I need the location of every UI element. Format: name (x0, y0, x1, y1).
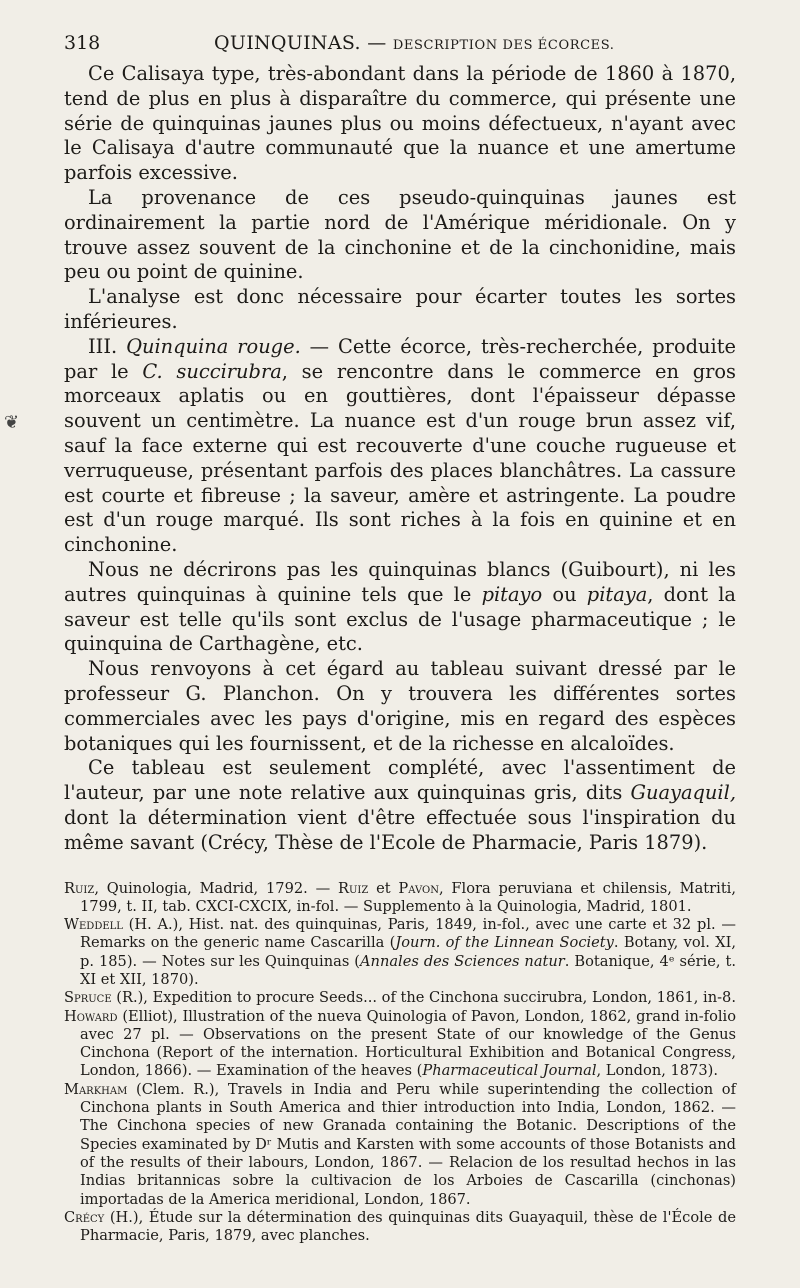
ref-text: , London, 1873). (596, 1062, 718, 1080)
header-subtitle: DESCRIPTION DES ÉCORCES. (392, 38, 615, 53)
section-name: Quinquina rouge. (126, 334, 301, 358)
ref-text: (H.), Étude sur la détermination des quinquinas dits Guayaquil, thèse de l'École de Pharmacie, Paris, 1879, avec planches. (80, 1208, 736, 1245)
ref-text: et (368, 879, 399, 897)
margin-ornament: ❦ (4, 412, 20, 433)
paragraph-complete (64, 756, 736, 855)
paragraph-quinquinas-blancs (64, 558, 736, 657)
ref-text: . Botanique, 4ᵉ série, t. XI et XII, 1870). (80, 952, 737, 988)
ref-italic: Annales des Sciences natur (360, 952, 565, 970)
ref-author: Crécy (64, 1208, 105, 1226)
species-name: C. succirubra (142, 359, 282, 383)
ref-text: . Botany, vol. XI, p. 185). — Notes sur les Quinquinas ( (80, 934, 736, 970)
complete-text-1: Ce tableau est seulement complété, avec l'assentiment de l'auteur, par une note relative aux quinquinas gris, dits (64, 756, 736, 805)
ref-markham (64, 1081, 736, 1209)
paragraph-analyse: L'analyse est donc nécessaire pour écarter toutes les sortes inférieures. (64, 285, 736, 333)
blancs-text-3: , dont la saveur est telle qu'ils sont exclus de l'usage pharmaceutique ; le quinquina de Carthagène, etc. (64, 582, 736, 656)
ref-author: Howard (64, 1007, 118, 1025)
ref-spruce (64, 989, 736, 1007)
ref-text: (R.), Expedition to procure Seeds... of the Cinchona succirubra, London, 1861, in-8. (111, 989, 736, 1007)
running-header (64, 32, 736, 62)
ref-howard (64, 1008, 736, 1081)
ref-author: Weddell (64, 916, 123, 934)
header-title: QUINQUINAS. (214, 32, 361, 54)
blancs-italic-2: pitaya (586, 582, 648, 606)
section-text-1: — Cette écorce, très-recherchée, produite par le (64, 334, 736, 383)
ref-crecy (64, 1209, 736, 1246)
section-text-2: , se rencontre dans le commerce en gros morceaux aplatis ou en gouttières, dont l'épaisseur dépasse souvent un centimètre. La nuance est d'un rouge brun assez vif, sauf la face externe qui est recouverte d'une couche rugueuse et verruqueuse, présentant parfois des places blanchâtres. La cassure est courte et fibreuse ; la saveur, amère et astringente. La poudre est d'un rouge marqué. Ils sont riches à la fois en quinine et en cinchonine. (64, 359, 736, 557)
page (64, 32, 736, 1245)
ref-text: (Clem. R.), Travels in India and Peru while superintending the collection of Cinchona plants in South America and thier introduction into India, London, 1862. — The Cinchona species of new Granada containing the Botanic. Descriptions of the Species examinated by Dʳ Mutis and Karsten with some accounts of those Botanists and of the results of their labours, London, 1867. — Relacion de los resultad hechos in las Indias britannicas sobre la cultivacion de los Arboies de Cascarilla (cinchonas) importadas de la America meridional, London, 1867. (80, 1080, 736, 1208)
running-title (214, 32, 615, 54)
section-number: III. (88, 334, 118, 358)
complete-italic: Guayaquil, (630, 781, 736, 805)
header-dash: — (367, 32, 387, 54)
ref-author: Ruiz (64, 879, 95, 897)
paragraph-calisaya: Ce Calisaya type, très-abondant dans la période de 1860 à 1870, tend de plus en plus à disparaître du commerce, qui présente une série de quinquinas jaunes plus ou moins défectueux, n'ayant avec le Calisaya d'autre communauté que la nuance et une amertume parfois excessive. (64, 62, 736, 185)
body-text (64, 62, 736, 856)
ref-author: Spruce (64, 989, 112, 1007)
ref-text: , Quinologia, Madrid, 1792. — (94, 879, 338, 897)
ref-italic: Pharmaceutical Journal (422, 1062, 597, 1080)
ref-author: Markham (64, 1080, 128, 1098)
blancs-text-2: ou (542, 582, 587, 606)
blancs-text-1: Nous ne décrirons pas les quinquinas blancs (Guibourt), ni les autres quinquinas à quinine tels que le (64, 557, 736, 606)
ref-author: Ruiz (337, 879, 369, 897)
ref-weddell (64, 916, 736, 989)
paragraph-tableau: Nous renvoyons à cet égard au tableau suivant dressé par le professeur G. Planchon. On y trouvera les différentes sortes commerciales avec les pays d'origine, mis en regard des espèces botaniques qui les fournissent, et de la richesse en alcaloïdes. (64, 657, 736, 755)
ref-text: , Flora peruviana et chilensis, Matriti, 1799, t. II, tab. CXCI-CXCIX, in-fol. — Supplemento à la Quinologia, Madrid, 1801. (80, 879, 736, 915)
paragraph-provenance: La provenance de ces pseudo-quinquinas jaunes est ordinairement la partie nord de l'Amérique méridionale. On y trouve assez souvent de la cinchonine et de la cinchonidine, mais peu ou point de quinine. (64, 185, 736, 284)
paragraph-quinquina-rouge (64, 335, 736, 558)
complete-text-2: dont la détermination vient d'être effectuée sous l'inspiration du même savant (Crécy, Thèse de l'Ecole de Pharmacie, Paris 1879). (64, 805, 736, 854)
page-number: 318 (64, 32, 101, 54)
ref-text: (Elliot), Illustration of the nueva Quinologia of Pavon, London, 1862, grand in-folio avec 27 pl. — Observations on the present State of our knowledge of the Genus Cinchona (Report of the internation. Horticultural Exhibition and Botanical Congress, London, 1866). — Examination of the heaves ( (80, 1007, 736, 1080)
ref-text: (H. A.), Hist. nat. des quinquinas, Paris, 1849, in-fol., avec une carte et 32 pl. — Remarks on the generic name Cascarilla ( (80, 916, 736, 952)
blancs-italic-1: pitayo (481, 582, 543, 606)
bibliography (64, 880, 736, 1246)
ref-italic: Journ. of the Linnean Society (395, 934, 614, 952)
ref-author: Pavon (398, 879, 439, 897)
ref-ruiz (64, 880, 736, 917)
